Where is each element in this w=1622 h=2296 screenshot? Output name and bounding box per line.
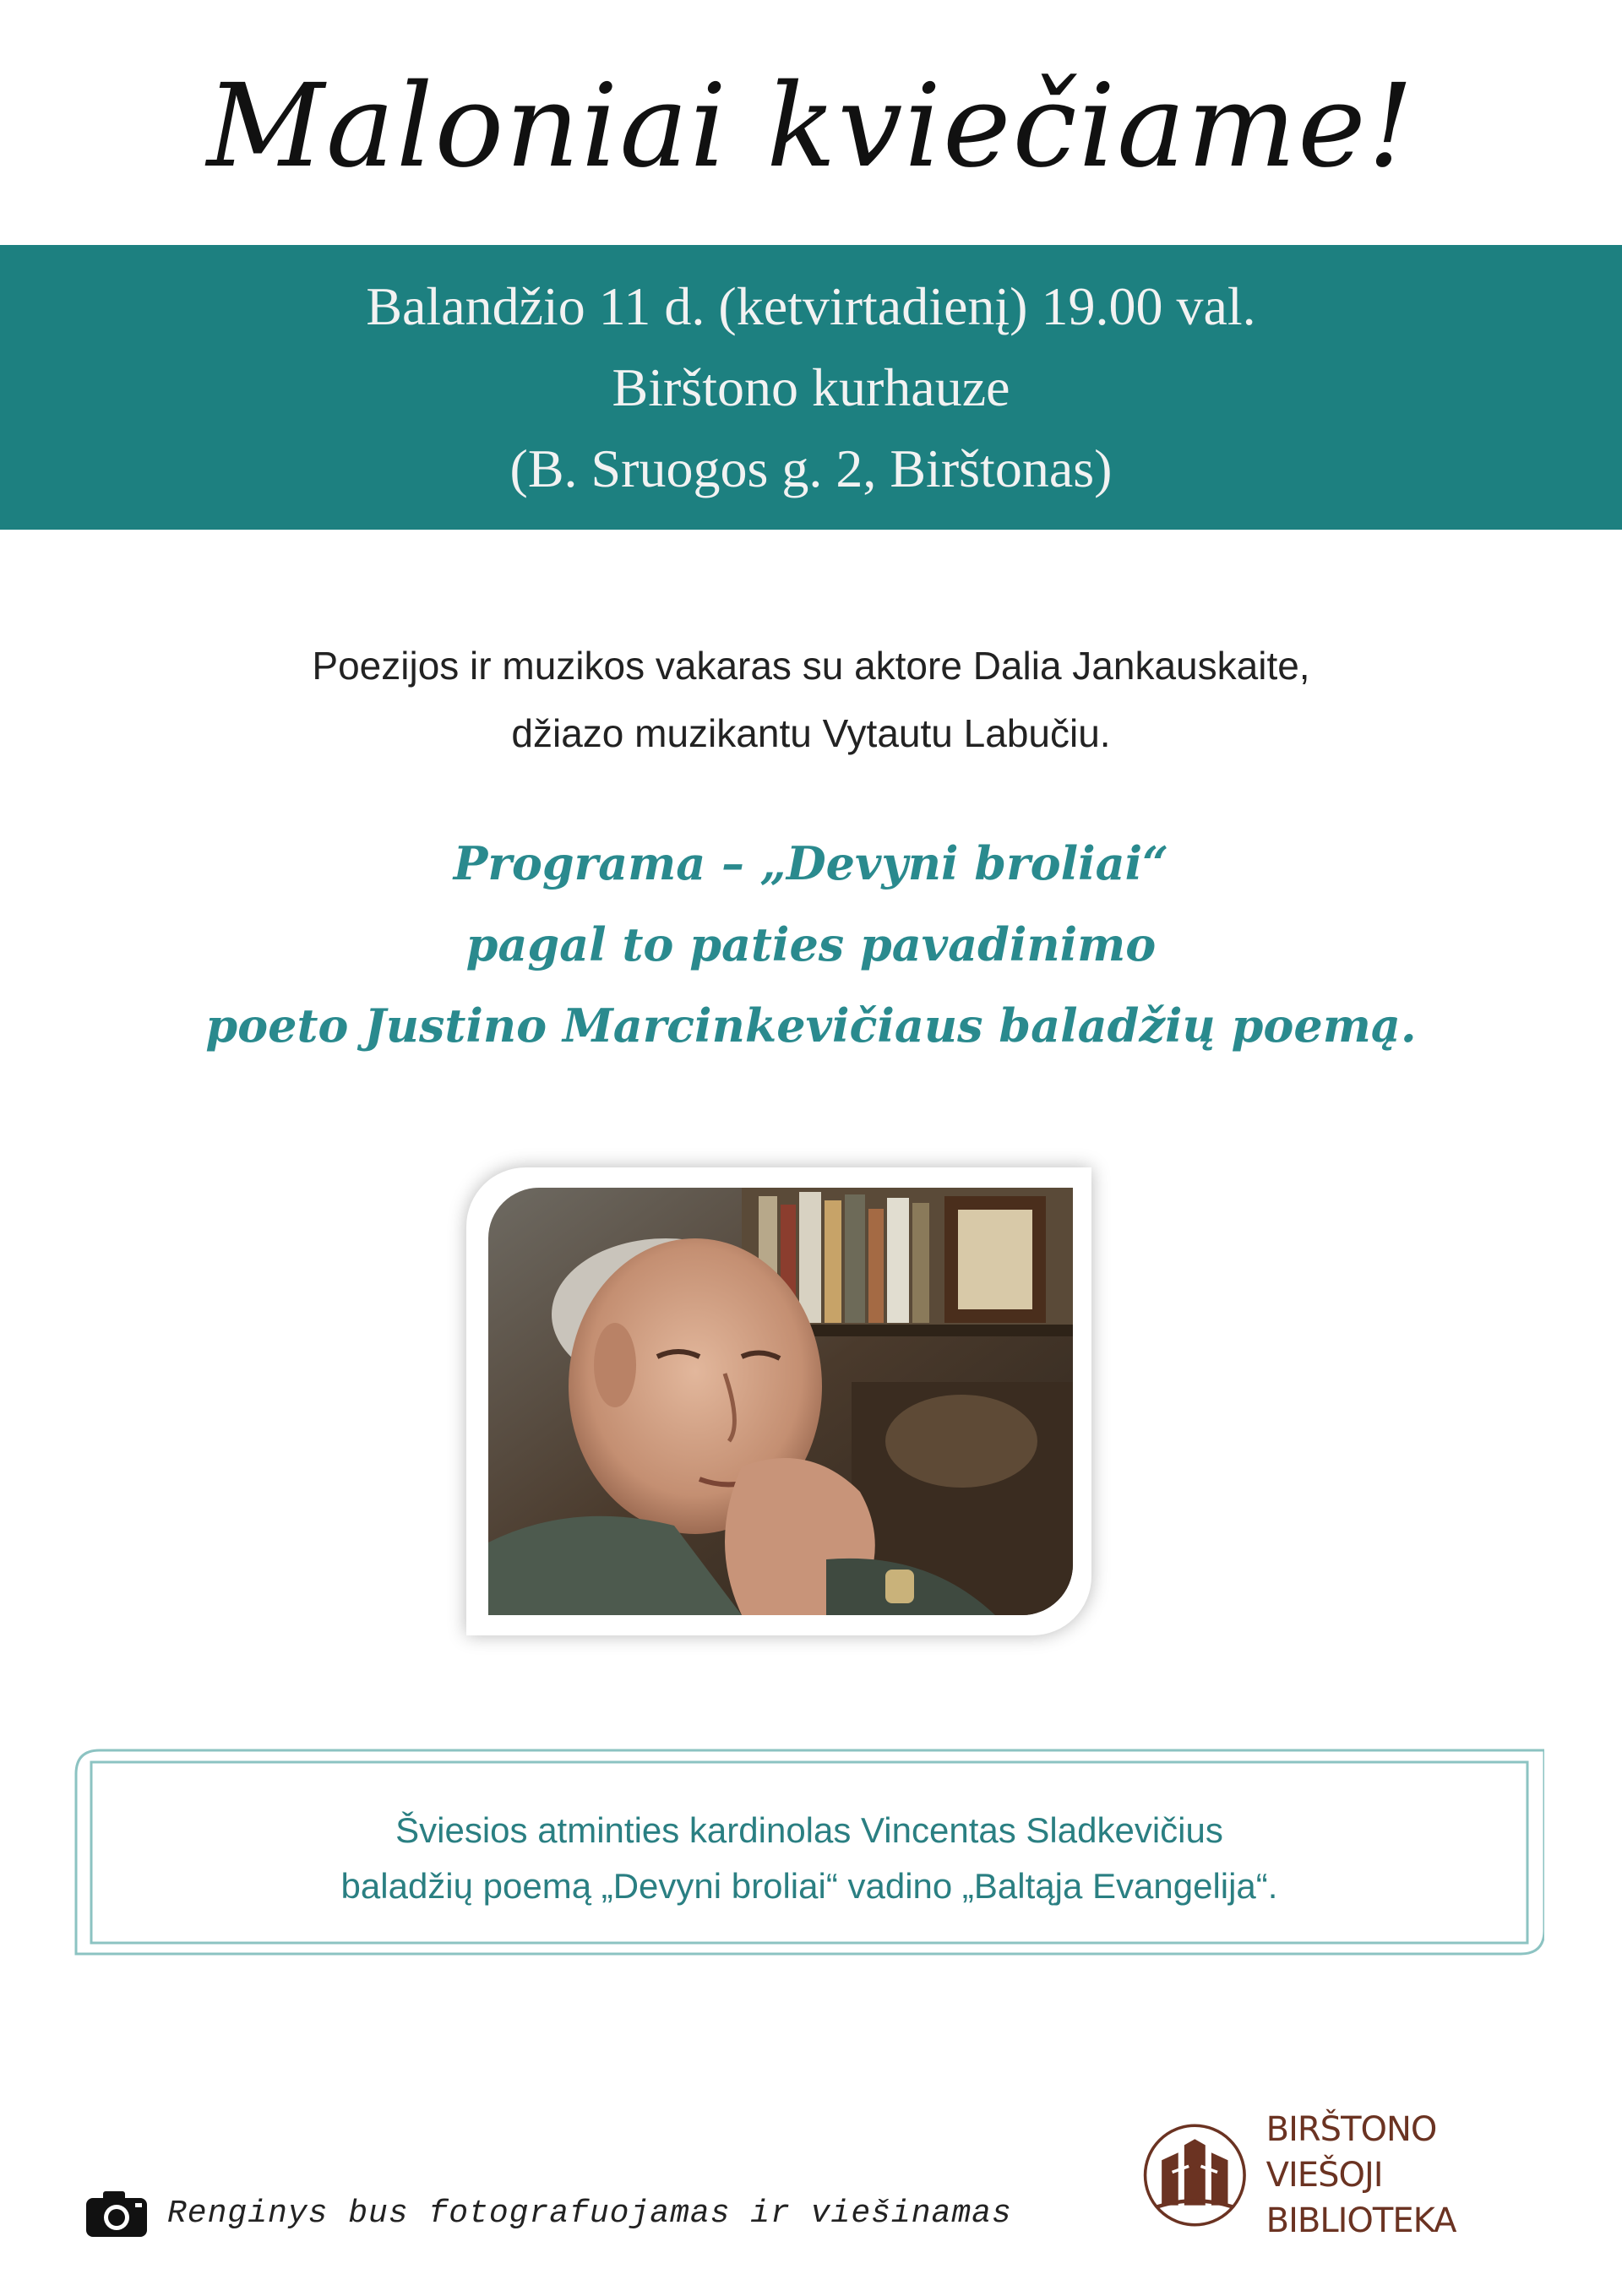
portrait-illustration [488,1188,1073,1615]
event-date: Balandžio 11 d. (ketvirtadienį) 19.00 val. [366,275,1256,336]
quote-box [74,1749,1544,1956]
library-emblem-icon [1142,2116,1248,2234]
event-info-band [0,245,1622,530]
library-logo [1142,2112,1548,2239]
quote-text [74,1803,1544,1914]
photo-notice [84,2188,1012,2239]
quote-line-2: baladžių poemą „Devyni broliai“ vadino „Baltąja Evangelija“. [340,1866,1278,1906]
intro-line-2: džiazo muzikantu Vytautu Labučiu. [511,711,1111,755]
intro-line-1: Poezijos ir muzikos vakaras su aktore Dalia Jankauskaite, [312,644,1310,688]
library-name [1266,2107,1548,2244]
portrait-photo [488,1188,1073,1615]
camera-icon [84,2188,149,2239]
photo-notice-text: Renginys bus fotografuojamas ir viešinamas [167,2195,1012,2232]
event-address: (B. Sruogos g. 2, Birštonas) [509,438,1113,498]
library-name-line-2: VIEŠOJI BIBLIOTEKA [1265,2156,1456,2240]
program-description [0,823,1622,1066]
program-line-2: pagal to paties pavadinimo [465,917,1157,971]
quote-line-1: Šviesios atminties kardinolas Vincentas Sladkevičius [395,1810,1223,1850]
program-line-3: poeto Justino Marcinkevičiaus baladžių poemą. [205,998,1417,1053]
event-venue: Birštono kurhauze [612,356,1010,417]
program-line-1: Programa – „Devyni broliai“ [453,836,1169,890]
event-intro [0,632,1622,767]
page-title: Maloniai kviečiame! [206,60,1416,193]
library-name-line-1: BIRŠTONO [1265,2110,1437,2149]
